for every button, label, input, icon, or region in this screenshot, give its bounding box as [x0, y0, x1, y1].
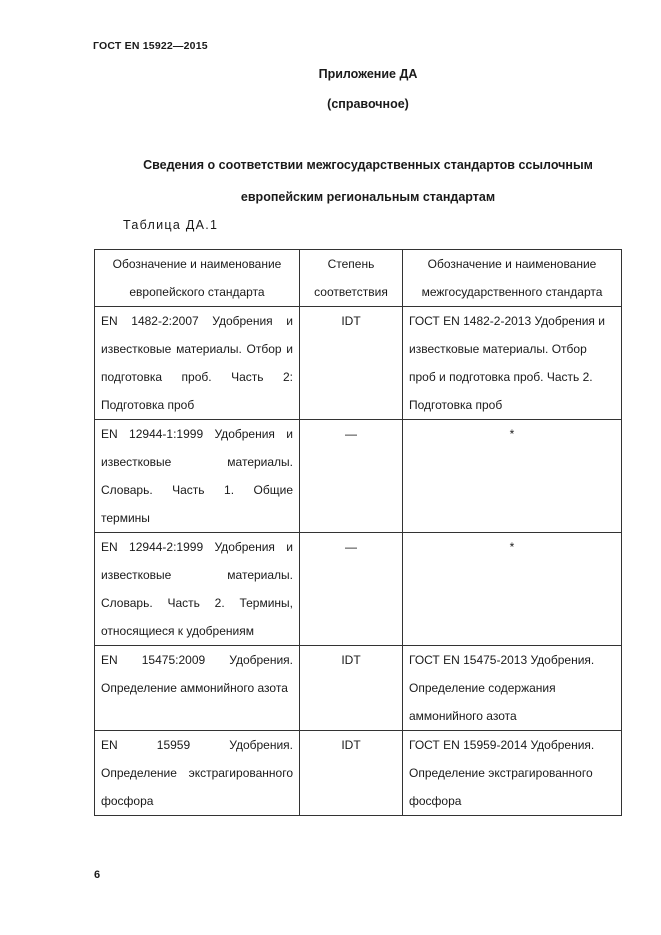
table-header-row	[95, 250, 622, 307]
degree-cell: IDT	[300, 646, 403, 731]
degree-cell: IDT	[300, 307, 403, 420]
interstate-standard-cell: ГОСТ EN 15959-2014 Удобрения. Определение экстрагированного фосфора	[403, 731, 622, 816]
appendix-status: (справочное)	[327, 97, 409, 111]
table-caption: Таблица ДА.1	[123, 218, 219, 232]
section-title-line-1: Сведения о соответствии межгосударственных стандартов ссылочным	[143, 158, 593, 172]
european-standard-cell: EN 12944-1:1999 Удобрения и известковые материалы. Словарь. Часть 1. Общие термины	[95, 420, 300, 533]
degree-cell: —	[300, 533, 403, 646]
degree-cell: —	[300, 420, 403, 533]
appendix-title: Приложение ДА	[318, 67, 418, 81]
interstate-standard-cell: ГОСТ EN 15475-2013 Удобрения. Определение содержания аммонийного азота	[403, 646, 622, 731]
european-standard-cell: EN 15475:2009 Удобрения. Определение аммонийного азота	[95, 646, 300, 731]
european-standard-cell: EN 15959 Удобрения. Определение экстрагированного фосфора	[95, 731, 300, 816]
document-code-header: ГОСТ EN 15922—2015	[93, 40, 208, 52]
column-header-degree: Степень соответствия	[300, 250, 403, 307]
section-title-line-2: европейским региональным стандартам	[240, 190, 496, 204]
table-row	[95, 307, 622, 420]
column-header-interstate: Обозначение и наименование межгосударственного стандарта	[403, 250, 622, 307]
table-row	[95, 533, 622, 646]
page-number: 6	[94, 869, 101, 881]
degree-cell: IDT	[300, 731, 403, 816]
interstate-standard-cell: ГОСТ EN 1482-2-2013 Удобрения и известковые материалы. Отбор проб и подготовка проб. Часть 2. Подготовка проб	[403, 307, 622, 420]
table-row	[95, 646, 622, 731]
interstate-standard-cell: *	[403, 420, 622, 533]
column-header-european: Обозначение и наименование европейского стандарта	[95, 250, 300, 307]
table-row	[95, 420, 622, 533]
european-standard-cell: EN 1482-2:2007 Удобрения и известковые материалы. Отбор и подготовка проб. Часть 2: Подготовка проб	[95, 307, 300, 420]
european-standard-cell: EN 12944-2:1999 Удобрения и известковые материалы. Словарь. Часть 2. Термины, относящиеся к удобрениям	[95, 533, 300, 646]
interstate-standard-cell: *	[403, 533, 622, 646]
table-row	[95, 731, 622, 816]
correspondence-table	[94, 249, 622, 816]
